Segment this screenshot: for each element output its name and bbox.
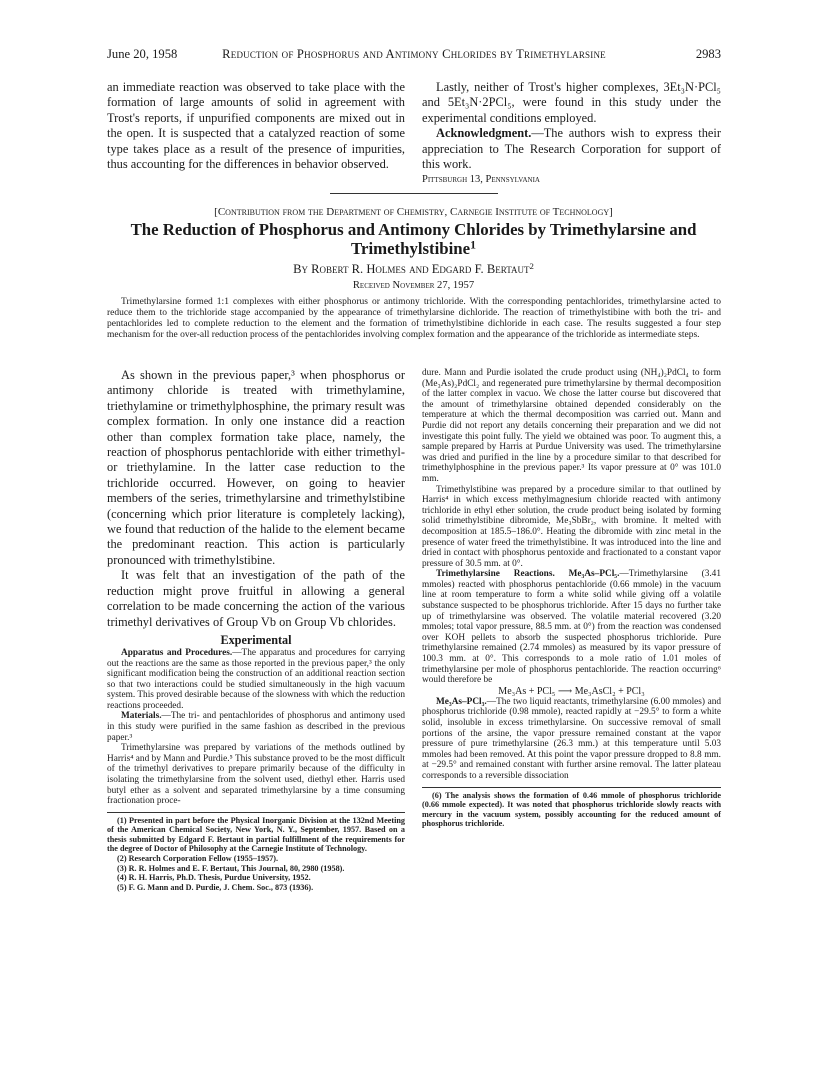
- article-title-line1: The Reduction of Phosphorus and Antimony Chlorides by Trimethylarsine and: [130, 220, 697, 239]
- acknowledgment-text: —The authors wish to express their appreciation to The Research Corporation for support of this work.: [422, 126, 721, 172]
- footnote: (5) F. G. Mann and D. Purdie, J. Chem. Soc., 873 (1936).: [117, 882, 314, 892]
- running-head-date: June 20, 1958: [107, 47, 178, 61]
- body-paragraph: Trimethylstibine was prepared by a procedure similar to that outlined by Harris⁴ in which excess methylmagnesium chloride reacted with antimony trichloride in ethyl ether solution, the crude product being isolated by forming solid trimethylstibine dibromide, Me₃SbBr₂, with bromine. It melted with decomposition at 185.5–186.0°. Heating the dibromide with zinc metal in the presence of water freed the trimethylstibine. It was introduced into the line and dried in contact with phosphorus pentoxide and fractionated to a constant vapor pressure of 30.5 mm. at 0°.: [422, 484, 721, 569]
- running-head: [107, 46, 721, 62]
- author-names: By Robert R. Holmes and Edgard F. Bertaut: [293, 262, 530, 276]
- preparation-paragraph: Trimethylarsine was prepared by variations of the methods outlined by Harris⁴ and by Mann and Purdie.⁵ This substance proved to be the most difficult of the trimethyl derivatives to prepare primarily because of the difficulty in isolating the trimethylarsine from the solvent used, diethyl ether. Harris used butyl ether as a solvent and separated trimethylarsine by a time consuming fractionation proce-: [107, 743, 405, 807]
- intro-paragraph: As shown in the previous paper,³ when phosphorus or antimony chloride is treated with trimethylamine, triethylamine or trimethylphosphine, the primary result was complex formation. In only one instance did a reaction other than complex formation take place, namely, the reaction of phosphorus pentachloride with either trimethyl- or triethylamine. In the latter case reduction to the trichloride occurred. However, on going to heavier members of the series, trimethylarsine and trimethylstibine (concerning which prior literature is completely lacking), we found that reduction of the halide to the element became the predominant reaction. This action is particularly pronounced with trimethylstibine.: [107, 368, 405, 567]
- apparatus-text: —The apparatus and procedures for carrying out the reactions are the same as those reported in the previous paper,³ the only significant modification being the construction of an additional reaction section so that two interactions could be studied simultaneously in the high vacuum system. This proved desirable because of the slowness with which the reduction reactions proceeded.: [107, 647, 405, 711]
- article-title-line2: Trimethylstibine: [351, 239, 471, 258]
- pcl3-text: —The two liquid reactants, trimethylarsine (6.00 mmoles) and phosphorus trichloride (0.98 mmole), reacted rapidly at −29.5° to form a white solid, insoluble in excess trimethylarsine. On successive removal of small portions of the arsine, the vapor pressure remained constant at the vapor pressure of pure trimethylarsine (26.3 mm.) at this temperature until 5.03 mmoles had been removed. At this point the vapor pressure dropped to 8.8 mm. at −29.5° and remained constant with further arsine removal. The latter plateau corresponds to a reversible dissociation: [422, 696, 721, 781]
- footnote: (2) Research Corporation Fellow (1955–1957).: [117, 854, 279, 863]
- pcl3-paragraph: [422, 697, 721, 782]
- materials-head: Materials.: [121, 711, 162, 722]
- prev-article-right: [422, 80, 721, 186]
- footnote: (6) The analysis shows the formation of 0.46 mmole of phosphorus trichloride (0.66 mmole expected). It was noted that phosphorus trichloride slowly reacts with mercury in the vacuum system, possibly accounting for the reduced amount of phosphorus trichloride.: [422, 790, 721, 829]
- reactions-text: —Trimethylarsine (3.41 mmoles) reacted with phosphorus pentachloride (0.66 mmole) in the vacuum line at room temperature to form a white solid while giving off a volatile substance suspected to be phosphorus trichloride. After 15 days no further take up of trimethylarsine was observed. The volatile material recovered (3.20 mmoles; total vapor pressure, 88.5 mm. at 0°) from the reaction was condensed over KOH pellets to absorb the suspected phosphorus trichloride. Pure trimethylarsine remained (2.74 mmoles) as measured by its vapor pressure of 100.3 mm. at 0°. This corresponds to a mole ratio of 1.01 moles of trimethylarsine per mole of phosphorus pentachloride. The reaction occurring⁶ would therefore be: [422, 569, 721, 686]
- author-footnote-mark: 2: [529, 261, 534, 272]
- prev-article-left: [107, 80, 405, 172]
- received-date: Received November 27, 1957: [352, 280, 475, 291]
- right-column: [422, 368, 721, 829]
- reaction-equation: Me₃As + PCl₅ ⟶ Me₃AsCl₂ + PCl₃: [498, 685, 645, 697]
- article-authors: [70, 262, 757, 277]
- acknowledgment: [422, 126, 721, 172]
- contribution-line: [Contribution from the Department of Chemistry, Carnegie Institute of Technology]: [214, 206, 613, 218]
- apparatus-head: Apparatus and Procedures.: [121, 647, 233, 658]
- pcl3-head: Me₃As–PCl₃.: [436, 696, 487, 707]
- article-separator: [330, 193, 498, 194]
- footnote-rule: [422, 787, 721, 788]
- running-head-title: Reduction of Phosphorus and Antimony Chlorides by Trimethylarsine: [222, 47, 606, 61]
- reactions-head: Trimethylarsine Reactions. Me₃As–PCl₅.: [436, 569, 620, 580]
- reactions-paragraph: [422, 569, 721, 686]
- article-title: [70, 220, 757, 258]
- footnotes: [107, 816, 405, 892]
- page-number: 2983: [695, 47, 721, 61]
- materials-text: —The tri- and pentachlorides of phosphorus and antimony used in this study were purified in the same fashion as described in the previous paper.³: [107, 711, 405, 743]
- footnote: (1) Presented in part before the Physical Inorganic Division at the 132nd Meeting of the American Chemical Society, New York, N. Y., September, 1957. Based on a thesis submitted by Edgard F. Bertaut in partial fulfillment of the requirements for the degree of Doctor of Philosophy at the Carnegie Institute of Technology.: [107, 815, 405, 854]
- prev-article-paragraph: an immediate reaction was observed to take place with the formation of large amounts of solid in agreement with Trost's reports, if unpurified components are mixed out in the open. It is suspected that a catalyzed reaction of some type takes place as a result of the presence of impurities, thus accounting for the differences in behavior observed.: [107, 80, 405, 172]
- title-footnote-mark: 1: [470, 238, 476, 252]
- intro-paragraph: It was felt that an investigation of the path of the reduction might prove fruitful in allowing a general correlation to be made concerning the action of the various trimethyl derivatives of Group Vb on Group Vb chlorides.: [107, 568, 405, 629]
- experimental-heading: Experimental: [220, 632, 292, 647]
- prev-article-paragraph: Lastly, neither of Trost's higher complexes, 3Et₃N·PCl₅ and 5Et₃N·2PCl₅, were found in this study under the experimental conditions employed.: [422, 80, 721, 125]
- abstract: Trimethylarsine formed 1:1 complexes with either phosphorus or antimony trichloride. With the corresponding pentachlorides, trimethylarsine acted to reduce them to the trichloride stage accompanied by the appearance of trimethylarsine dichloride. The reaction of trimethylstibine with both the tri- and pentachlorides led to complete reduction to the element and the formation of trimethylstibine dichloride in each case. The results suggested a four step mechanism for the over-all reduction process of the pentachlorides involving complex formation and the appearance of the trichloride as intermediate steps.: [107, 297, 721, 341]
- footnote: (3) R. R. Holmes and E. F. Bertaut, This Journal, 80, 2980 (1958).: [117, 863, 345, 873]
- left-column: [107, 368, 405, 892]
- footnote: (4) R. H. Harris, Ph.D. Thesis, Purdue University, 1952.: [117, 873, 311, 883]
- materials-paragraph: [107, 711, 405, 743]
- apparatus-paragraph: [107, 648, 405, 712]
- prev-article-location: Pittsburgh 13, Pennsylvania: [422, 174, 540, 186]
- acknowledgment-head: Acknowledgment.: [436, 126, 532, 141]
- footnote-rule: [107, 812, 405, 813]
- body-paragraph: dure. Mann and Purdie isolated the crude product using (NH₄)₂PdCl₄ to form (Me₃As)₂PdCl₂ and regenerated pure trimethylarsine by thermal decomposition of the latter complex in vacuo. We chose the latter course but discovered that the amount of trimethylarsine obtained depended considerably on the temperature at which the thermal decomposition was carried out. Mann and Purdie did not report any details concerning their preparation and we did not investigate this point fully. The yield we obtained was poor. To augment this, a sample prepared by Harris at Purdue University was used. The trimethylarsine was dried and purified in the line by a procedure similar to that described for trimethylphosphine in the previous paper.³ Its vapor pressure at 0° was 101.0 mm.: [422, 368, 721, 484]
- footnotes: [422, 791, 721, 829]
